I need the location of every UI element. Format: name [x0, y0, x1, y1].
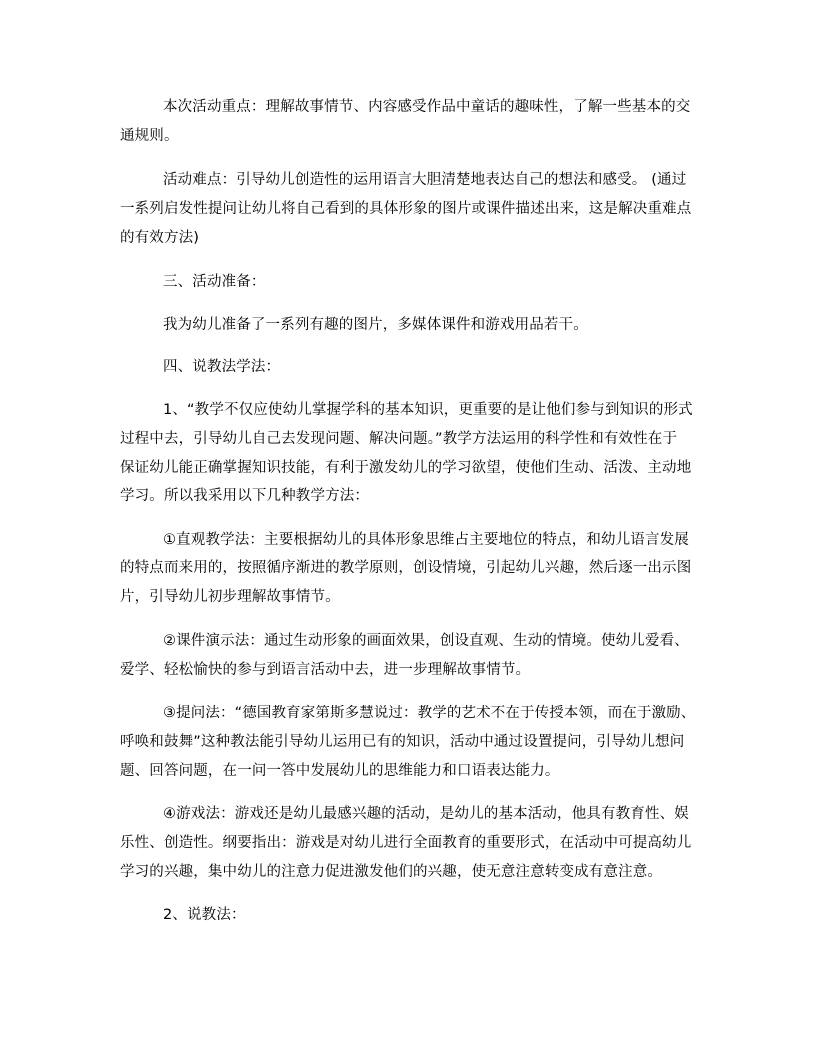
paragraph-questioning-method-line-3: 题、回答问题，在一问一答中发展幼儿的思维能力和口语表达能力。	[120, 763, 560, 779]
paragraph-key-points-line-2: 通规则。	[120, 128, 179, 144]
paragraph-methods-intro-line-4: 学习。所以我采用以下几种教学方法：	[120, 488, 370, 504]
paragraph-game-method-line-2: 乐性、创造性。纲要指出：游戏是对幼儿进行全面教育的重要形式，在活动中可提高幼儿	[120, 835, 692, 851]
paragraph-questioning-method-line-2: 呼唤和鼓舞”这种教法能引导幼儿运用已有的知识，活动中通过设置提问，引导幼儿想问	[120, 734, 685, 750]
paragraph-preparation: 我为幼儿准备了一系列有趣的图片，多媒体课件和游戏用品若干。	[163, 317, 588, 333]
heading-activity-preparation: 三、活动准备：	[163, 274, 266, 290]
paragraph-difficulties-line-1: 活动难点：引导幼儿创造性的运用语言大胆清楚地表达自己的想法和感受。 (通过	[163, 172, 687, 188]
paragraph-courseware-method-line-1: ②课件演示法：通过生动形象的画面效果，创设直观、生动的情境。使幼儿爱看、	[163, 633, 689, 649]
paragraph-courseware-method-line-2: 爱学、轻松愉快的参与到语言活动中去，进一步理解故事情节。	[120, 662, 531, 678]
heading-teaching-methods: 四、说教法学法：	[163, 359, 281, 375]
paragraph-methods-intro-line-1: 1、“教学不仅应使幼儿掌握学科的基本知识，更重要的是让他们参与到知识的形式	[163, 402, 693, 418]
paragraph-difficulties-line-2: 一系列启发性提问让幼儿将自己看到的具体形象的图片或课件描述出来，这是解决重难点	[120, 201, 692, 217]
paragraph-intuitive-method-line-3: 片，引导幼儿初步理解故事情节。	[120, 589, 340, 605]
paragraph-key-points-line-1: 本次活动重点：理解故事情节、内容感受作品中童话的趣味性，了解一些基本的交	[163, 99, 691, 115]
paragraph-game-method-line-1: ④游戏法：游戏还是幼儿最感兴趣的活动，是幼儿的基本活动，他具有教育性、娱	[163, 806, 689, 822]
paragraph-methods-intro-line-2: 过程中去，引导幼儿自己去发现问题、解决问题。”教学方法运用的科学性和有效性在于	[120, 431, 678, 447]
paragraph-game-method-line-3: 学习的兴趣，集中幼儿的注意力促进激发他们的兴趣，使无意注意转变成有意注意。	[120, 864, 663, 880]
paragraph-intuitive-method-line-2: 的特点而来用的，按照循序渐进的教学原则，创设情境，引起幼儿兴趣，然后逐一出示图	[120, 560, 692, 576]
paragraph-questioning-method-line-1: ③提问法：“德国教育家第斯多慧说过：教学的艺术不在于传授本领，而在于激励、	[163, 705, 696, 721]
heading-teaching-method-2: 2、说教法：	[163, 907, 246, 923]
paragraph-intuitive-method-line-1: ①直观教学法：主要根据幼儿的具体形象思维占主要地位的特点，和幼儿语言发展	[163, 532, 689, 548]
paragraph-difficulties-line-3: 的有效方法)	[120, 230, 200, 246]
paragraph-methods-intro-line-3: 保证幼儿能正确掌握知识技能，有利于激发幼儿的学习欲望，使他们生动、活泼、主动地	[120, 460, 692, 476]
